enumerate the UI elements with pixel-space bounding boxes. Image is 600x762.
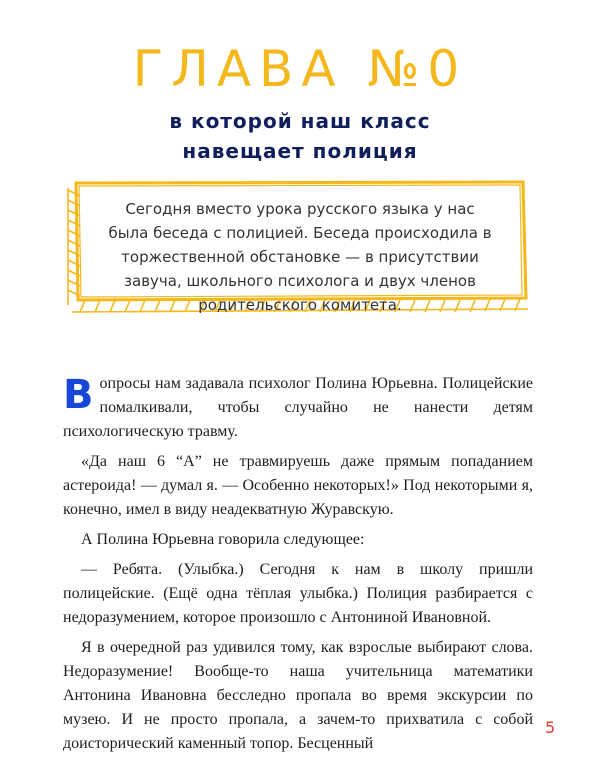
chapter-title: ГЛАВА №0 bbox=[132, 40, 468, 98]
drop-cap: В bbox=[63, 372, 94, 418]
intro-text: Сегодня вместо урока русского языка у нас была беседа с полицией. Беседа происходила в торжественной обстановке — в присутствии завуча, школьного психолога и двух членов родительского комитета. bbox=[108, 200, 492, 314]
paragraph-3: А Полина Юрьевна говорила следующее: bbox=[81, 531, 365, 548]
subtitle-line-1: в которой наш класс bbox=[169, 109, 431, 133]
paragraph-1-text: опросы нам задавала психолог Полина Юрьевна. Полицейские помалкивали, чтобы случайно не нанести детям психологическую травму. bbox=[63, 375, 533, 440]
paragraph-4: — Ребята. (Улыбка.) Сегодня к нам в школу пришли полицейские. (Ещё одна тёплая улыбка.) Полиция разбирается с недоразумением, которое произошло с Антониной Ивановной. bbox=[63, 561, 533, 626]
paragraph-1 bbox=[63, 372, 533, 444]
paragraph-2: «Да наш 6 “А” не травмируешь даже прямым попаданием астероида! — думал я. — Особенно некоторых!» Под некоторыми я, конечно, имел в виду неадекватную Журавскую. bbox=[63, 453, 533, 518]
chapter-body bbox=[63, 372, 533, 762]
subtitle-line-2: навещает полиция bbox=[182, 139, 418, 163]
paragraph-5: Я в очередной раз удивился тому, как взрослые выбирают слова. Недоразумение! Вообще-то наша учительница математики Антонина Ивановна бесследно пропала во время экскурсии по музею. И не просто пропала, а зачем-то прихватила с собой доисторический каменный топор. Бесценный bbox=[63, 639, 533, 752]
page-number: 5 bbox=[545, 718, 556, 737]
